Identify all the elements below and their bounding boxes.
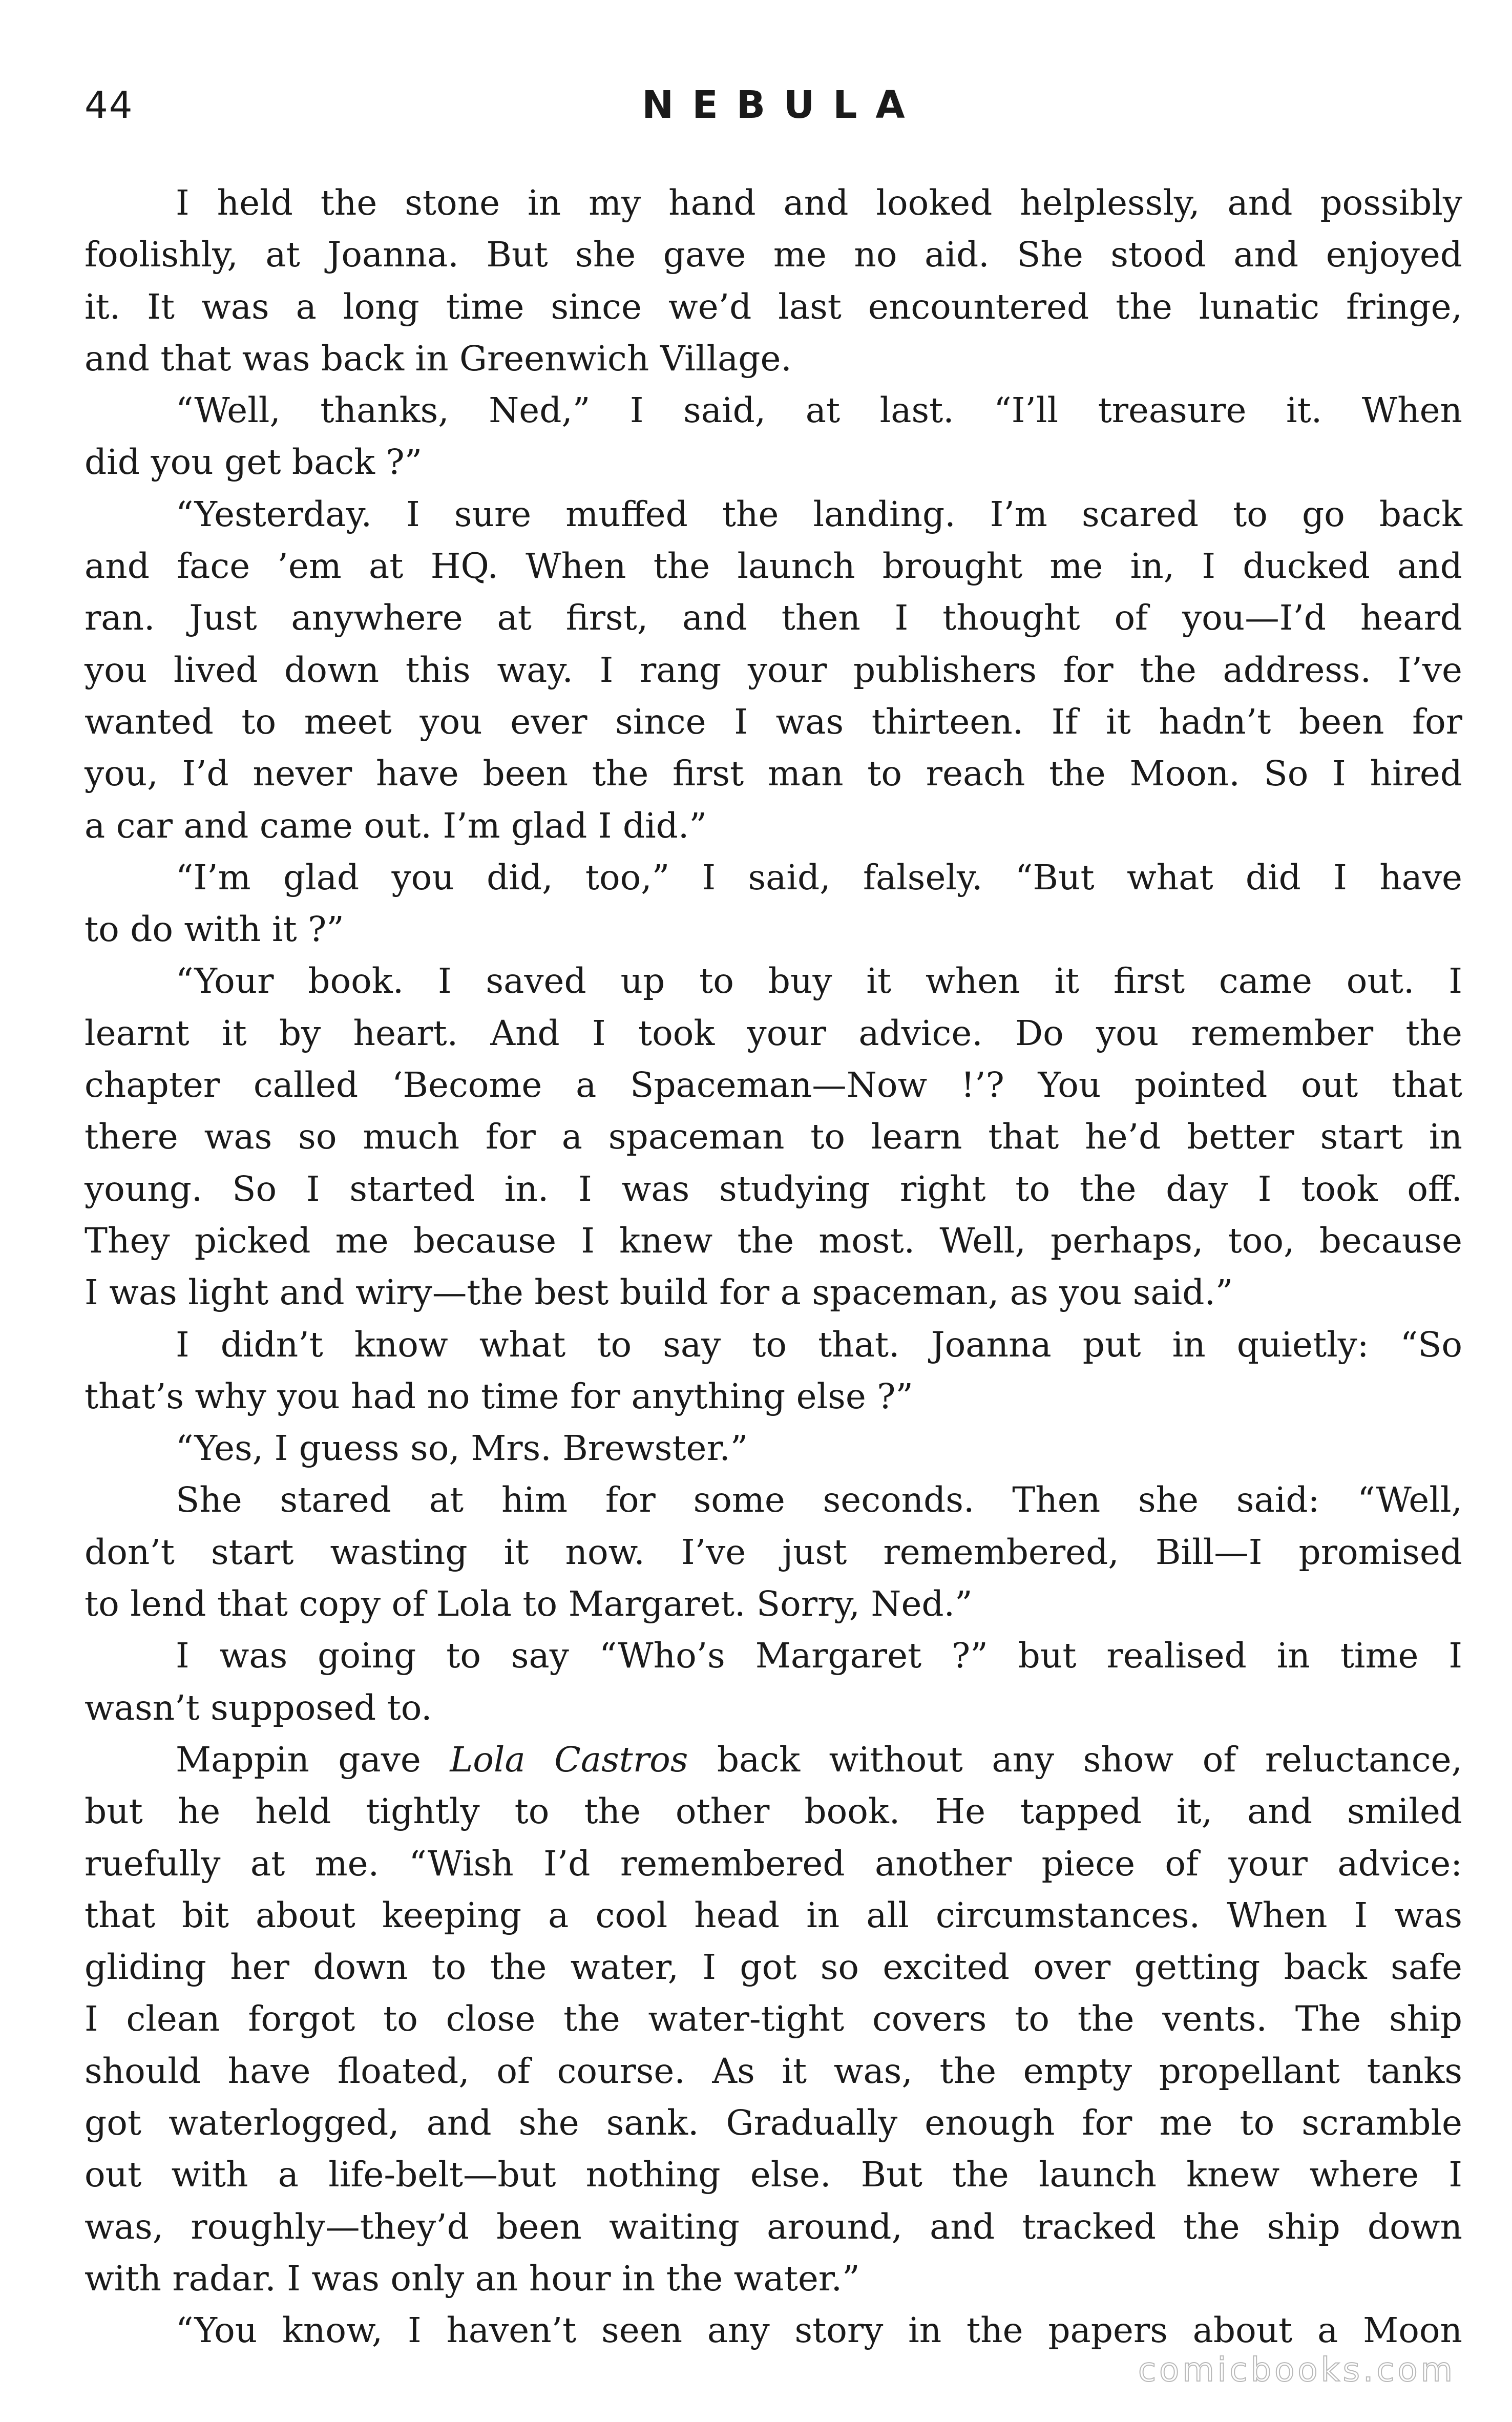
- body-text: [85, 177, 1462, 2356]
- text-line: I didn’t know what to say to that. Joanna put in quietly: “So: [176, 1324, 1462, 1365]
- text-line: I held the stone in my hand and looked helplessly, and possibly: [176, 182, 1462, 223]
- text-line: wasn’t supposed to.: [85, 1687, 432, 1728]
- text-line: and face ’em at HQ. When the launch brought me in, I ducked and: [85, 546, 1462, 587]
- text-line: but he held tightly to the other book. He tapped it, and smiled: [85, 1791, 1462, 1832]
- text-line: “Yesterday. I sure muffed the landing. I’m scared to go back: [176, 493, 1462, 534]
- text-line: young. So I started in. I was studying right to the day I took off.: [85, 1168, 1462, 1209]
- text-line: She stared at him for some seconds. Then she said: “Well,: [176, 1479, 1462, 1520]
- text-line: out with a life-belt—but nothing else. But the launch knew where I: [85, 2154, 1462, 2195]
- text-line: They picked me because I knew the most. Well, perhaps, too, because: [85, 1220, 1462, 1261]
- text-line: with radar. I was only an hour in the water.”: [85, 2258, 860, 2299]
- text-line: “Well, thanks, Ned,” I said, at last. “I’ll treasure it. When: [176, 390, 1462, 431]
- text-line: you, I’d never have been the first man to reach the Moon. So I hired: [85, 753, 1462, 794]
- watermark: comicbooks.com: [1138, 2351, 1456, 2389]
- text-line: should have floated, of course. As it was, the empty propellant tanks: [85, 2050, 1462, 2091]
- text-line: “Yes, I guess so, Mrs. Brewster.”: [176, 1428, 748, 1469]
- text-line: and that was back in Greenwich Village.: [85, 338, 792, 379]
- text-line: got waterlogged, and she sank. Gradually enough for me to scramble: [85, 2102, 1462, 2143]
- text-line: that’s why you had no time for anything else ?”: [85, 1375, 913, 1416]
- text-line: chapter called ‘Become a Spaceman—Now !’? You pointed out that: [85, 1064, 1462, 1105]
- text-line: you lived down this way. I rang your publishers for the address. I’ve: [85, 649, 1462, 690]
- text-line: I clean forgot to close the water-tight covers to the vents. The ship: [85, 1998, 1462, 2039]
- text-line: to lend that copy of Lola to Margaret. Sorry, Ned.”: [85, 1583, 973, 1624]
- text-line: Mappin gave Lola Castros back without any show of reluctance,: [176, 1739, 1462, 1780]
- text-line: “You know, I haven’t seen any story in the papers about a Moon: [176, 2310, 1462, 2351]
- book-title: Lola Castros: [450, 1739, 688, 1780]
- paragraph: [85, 1734, 1462, 2304]
- text-line: there was so much for a spaceman to learn that he’d better start in: [85, 1116, 1462, 1157]
- text-line: don’t start wasting it now. I’ve just remembered, Bill—I promised: [85, 1531, 1462, 1572]
- paragraph: [85, 851, 1462, 955]
- paragraph: [85, 1474, 1462, 1630]
- text-line: did you get back ?”: [85, 442, 423, 483]
- paragraph: [85, 1422, 1462, 1474]
- paragraph: [85, 1319, 1462, 1423]
- text-line: foolishly, at Joanna. But she gave me no aid. She stood and enjoyed: [85, 234, 1462, 275]
- page-number: 44: [85, 83, 134, 127]
- paragraph: [85, 384, 1462, 488]
- paragraph: [85, 177, 1462, 384]
- text-line: that bit about keeping a cool head in all circumstances. When I was: [85, 1894, 1462, 1935]
- text-line: learnt it by heart. And I took your advice. Do you remember the: [85, 1012, 1462, 1053]
- paragraph: [85, 1630, 1462, 1734]
- text-line: I was going to say “Who’s Margaret ?” but realised in time I: [176, 1635, 1462, 1676]
- text-line: I was light and wiry—the best build for a spaceman, as you said.”: [85, 1272, 1233, 1313]
- paragraph: [85, 2304, 1462, 2356]
- text-line: gliding her down to the water, I got so excited over getting back safe: [85, 1947, 1462, 1988]
- text-line: wanted to meet you ever since I was thirteen. If it hadn’t been for: [85, 701, 1462, 742]
- paragraph: [85, 488, 1462, 851]
- text-line: ruefully at me. “Wish I’d remembered another piece of your advice:: [85, 1843, 1462, 1884]
- text-line: was, roughly—they’d been waiting around, and tracked the ship down: [85, 2206, 1462, 2247]
- paragraph: [85, 955, 1462, 1318]
- text-line: it. It was a long time since we’d last encountered the lunatic fringe,: [85, 286, 1462, 327]
- text-line: ran. Just anywhere at first, and then I thought of you—I’d heard: [85, 597, 1462, 638]
- text-line: “I’m glad you did, too,” I said, falsely. “But what did I have: [176, 857, 1462, 897]
- running-title: NEBULA: [642, 83, 923, 127]
- text-line: a car and came out. I’m glad I did.”: [85, 805, 707, 846]
- text-line: “Your book. I saved up to buy it when it first came out. I: [176, 961, 1462, 1001]
- text-line: to do with it ?”: [85, 909, 344, 950]
- page-header: [85, 77, 1462, 133]
